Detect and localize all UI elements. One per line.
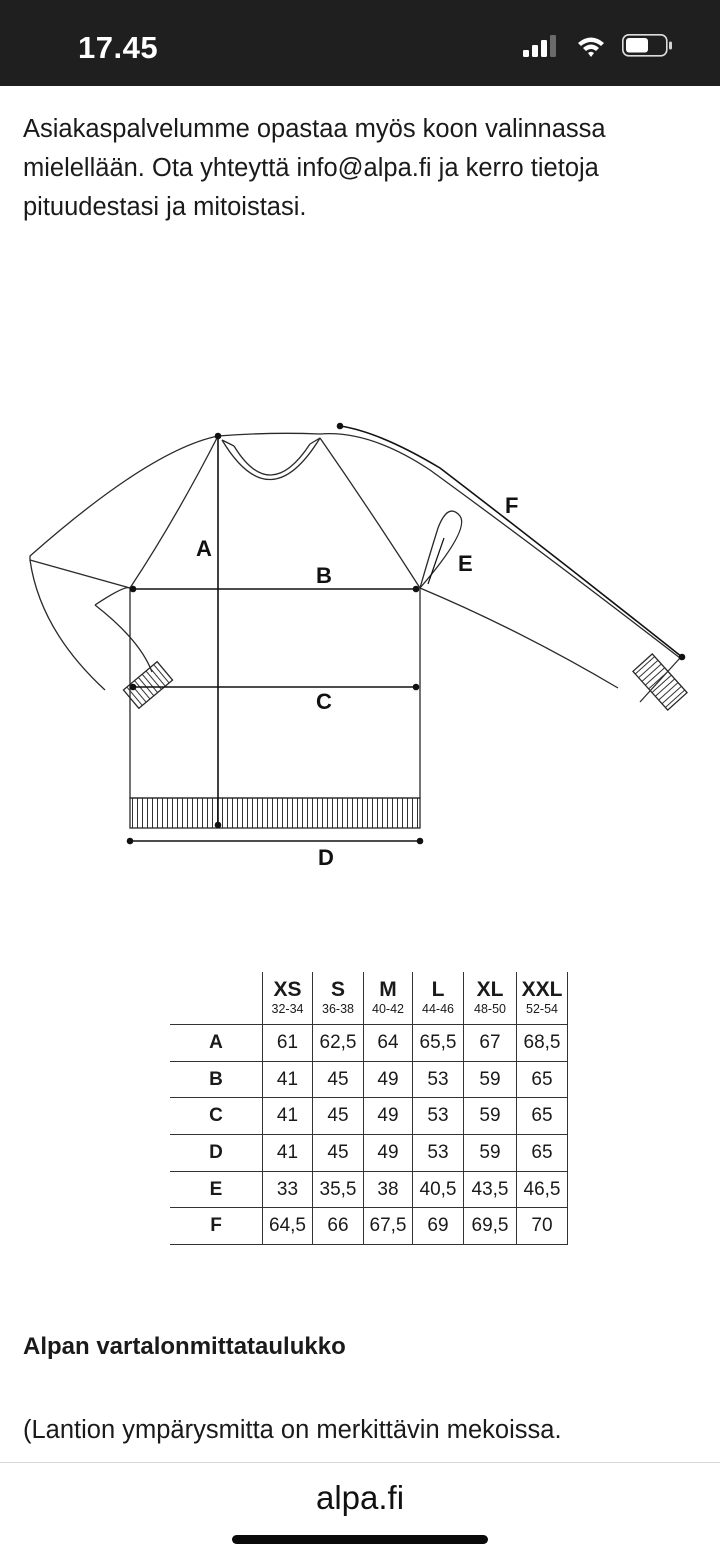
- table-cell: 41: [263, 1098, 313, 1135]
- table-row: [170, 1061, 568, 1098]
- table-cell: 43,5: [464, 1171, 517, 1208]
- browser-url-bar[interactable]: [0, 1462, 720, 1559]
- table-cell: 53: [413, 1061, 464, 1098]
- size-range: 44-46: [422, 1002, 454, 1016]
- table-cell: 41: [263, 1061, 313, 1098]
- table-cell: 49: [364, 1061, 413, 1098]
- table-cell: 33: [263, 1171, 313, 1208]
- table-row: [170, 1135, 568, 1172]
- table-cell: 59: [464, 1098, 517, 1135]
- intro-paragraph: Asiakaspalvelumme opastaa myös koon valinnassa mielellään. Ota yhteyttä info@alpa.fi ja kerro tietoja pituudestasi ja mitoistasi.: [23, 115, 606, 221]
- size-range: 32-34: [271, 1002, 304, 1016]
- size-col-xs: [263, 972, 313, 1025]
- table-cell: 46,5: [517, 1171, 568, 1208]
- status-icons: [520, 32, 680, 62]
- table-cell: 41: [263, 1135, 313, 1172]
- wifi-icon: [578, 38, 604, 58]
- table-cell: 49: [364, 1098, 413, 1135]
- size-col-l: [413, 972, 464, 1025]
- row-label: C: [209, 1105, 223, 1127]
- table-cell: 70: [517, 1208, 568, 1245]
- label-f: F: [505, 493, 519, 518]
- table-cell: 45: [313, 1061, 364, 1098]
- table-cell: 49: [364, 1135, 413, 1172]
- size-range: 48-50: [474, 1002, 506, 1016]
- table-cell: 64: [364, 1025, 413, 1062]
- table-cell: 38: [364, 1171, 413, 1208]
- size-name: XS: [273, 978, 302, 1001]
- size-range: 40-42: [372, 1002, 404, 1016]
- size-table: [170, 972, 568, 1245]
- home-indicator[interactable]: [232, 1535, 488, 1544]
- table-row: [170, 1025, 568, 1062]
- table-cell: 69,5: [464, 1208, 517, 1245]
- status-time: 17.45: [78, 30, 159, 65]
- table-cell: 65,5: [413, 1025, 464, 1062]
- table-cell: 53: [413, 1135, 464, 1172]
- size-name: S: [330, 978, 345, 1001]
- size-col-m: [364, 972, 413, 1025]
- size-name: XL: [476, 978, 504, 1001]
- label-a: A: [196, 536, 212, 561]
- table-cell: 59: [464, 1061, 517, 1098]
- table-cell: 45: [313, 1098, 364, 1135]
- url-text[interactable]: alpa.fi: [315, 1479, 405, 1516]
- label-c: C: [316, 689, 332, 714]
- size-name: XXL: [521, 978, 563, 1001]
- row-label: D: [209, 1141, 223, 1163]
- table-row: [170, 1098, 568, 1135]
- size-col-s: [313, 972, 364, 1025]
- row-label: F: [210, 1215, 222, 1237]
- section-heading: Alpan vartalonmittataulukko: [23, 1333, 346, 1360]
- size-range: 52-54: [526, 1002, 558, 1016]
- table-cell: 65: [517, 1061, 568, 1098]
- table-cell: 35,5: [313, 1171, 364, 1208]
- table-row: [170, 1208, 568, 1245]
- body-text: (Lantion ympärysmitta on merkittävin mekoissa.: [23, 1416, 562, 1444]
- table-cell: 68,5: [517, 1025, 568, 1062]
- row-label: A: [209, 1031, 223, 1053]
- table-cell: 66: [313, 1208, 364, 1245]
- table-cell: 65: [517, 1098, 568, 1135]
- label-b: B: [316, 563, 332, 588]
- status-bar: [0, 0, 720, 86]
- table-corner: [170, 972, 263, 1025]
- table-cell: 69: [413, 1208, 464, 1245]
- table-cell: 67: [464, 1025, 517, 1062]
- table-cell: 59: [464, 1135, 517, 1172]
- size-header-row: [170, 972, 568, 1025]
- battery-icon: [623, 35, 672, 56]
- table-cell: 53: [413, 1098, 464, 1135]
- table-cell: 65: [517, 1135, 568, 1172]
- table-cell: 67,5: [364, 1208, 413, 1245]
- row-label: E: [209, 1178, 223, 1200]
- size-col-xxl: [517, 972, 568, 1025]
- size-col-xl: [464, 972, 517, 1025]
- sweater-outline: [30, 433, 687, 828]
- table-cell: 45: [313, 1135, 364, 1172]
- label-e: E: [458, 551, 473, 576]
- size-name: M: [379, 978, 397, 1001]
- row-label: B: [209, 1068, 223, 1090]
- table-cell: 61: [263, 1025, 313, 1062]
- size-name: L: [431, 978, 445, 1001]
- signal-icon: [523, 35, 556, 57]
- size-range: 36-38: [322, 1002, 354, 1016]
- table-cell: 64,5: [263, 1208, 313, 1245]
- label-d: D: [318, 845, 334, 870]
- sweater-measurement-diagram: [0, 410, 720, 880]
- measurement-lines: [128, 424, 685, 844]
- table-row: [170, 1171, 568, 1208]
- table-cell: 62,5: [313, 1025, 364, 1062]
- table-cell: 40,5: [413, 1171, 464, 1208]
